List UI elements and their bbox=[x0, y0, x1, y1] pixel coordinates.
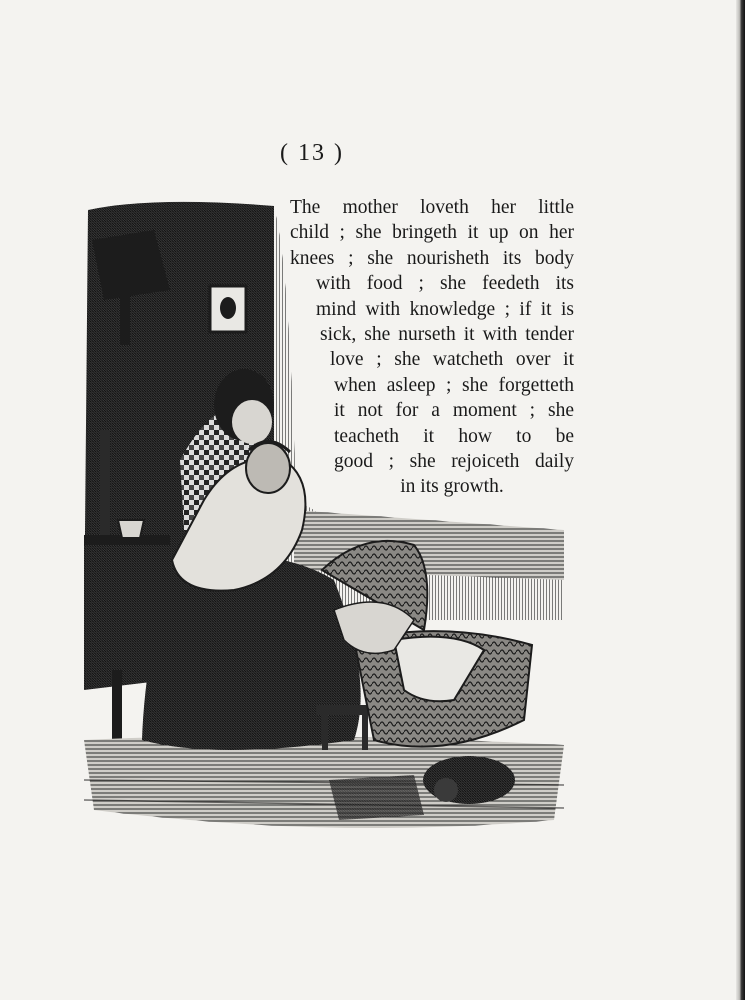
page-number: ( 13 ) bbox=[280, 140, 344, 166]
text-line: love ; she watcheth over it bbox=[330, 349, 574, 371]
text-line: sick, she nurseth it with tender bbox=[320, 324, 574, 346]
text-line: mind with knowledge ; if it is bbox=[316, 298, 574, 320]
paragraph bbox=[290, 195, 574, 500]
text-line: child ; she bringeth it up on her bbox=[290, 222, 574, 244]
text-line: when asleep ; she forgetteth bbox=[334, 374, 574, 396]
text-line: with food ; she feedeth its bbox=[316, 273, 574, 295]
text-line: good ; she rejoiceth daily bbox=[334, 451, 574, 473]
text-line: The mother loveth her little bbox=[290, 197, 574, 218]
text-line: teacheth it how to be bbox=[334, 425, 574, 447]
text-line-last: in its growth. bbox=[400, 476, 504, 498]
text-line: it not for a moment ; she bbox=[334, 400, 574, 422]
text-line: knees ; she nourisheth its body bbox=[290, 247, 574, 269]
paragraph-body bbox=[290, 195, 574, 500]
page-edge-shadow bbox=[736, 0, 745, 1000]
